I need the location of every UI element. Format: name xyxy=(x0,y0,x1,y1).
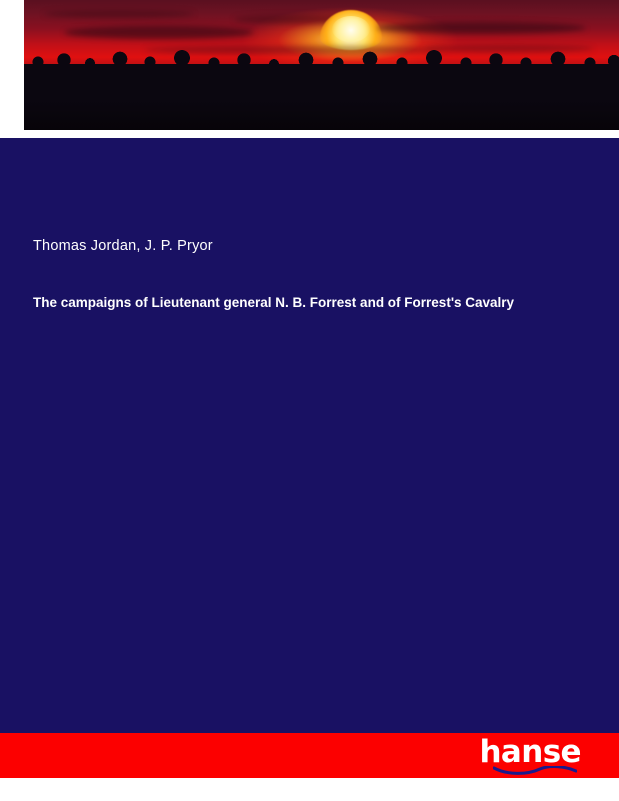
photo-bottom-fade xyxy=(24,100,619,130)
cloud-band-icon xyxy=(44,10,194,18)
cover-photo xyxy=(24,0,619,130)
cover-bottom-margin xyxy=(0,778,619,801)
book-title: The campaigns of Lieutenant general N. B. Forrest and of Forrest's Cavalry xyxy=(33,295,515,310)
sun-core-icon xyxy=(332,16,370,42)
sunset-sky xyxy=(24,0,619,130)
logo-swoosh-icon xyxy=(493,766,577,775)
publisher-logo: hanse xyxy=(479,734,581,770)
author-names: Thomas Jordan, J. P. Pryor xyxy=(33,238,213,254)
cover-body-panel xyxy=(0,138,619,733)
cloud-band-icon xyxy=(376,22,586,34)
cloud-band-icon xyxy=(64,26,254,39)
